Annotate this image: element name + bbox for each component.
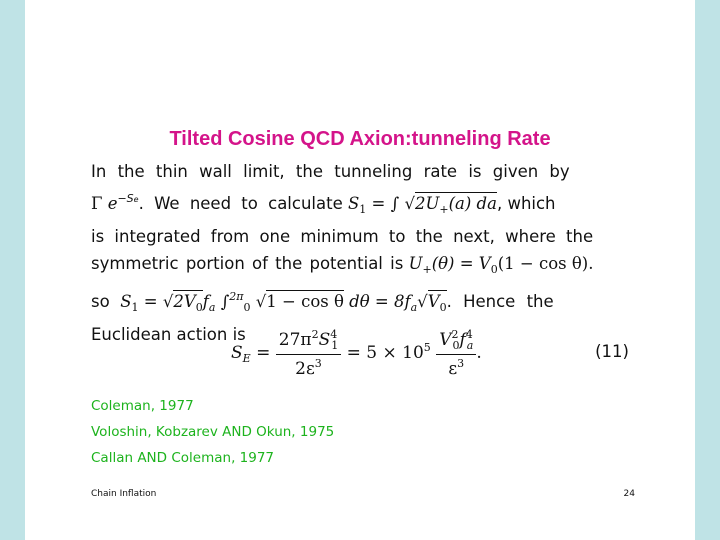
reference-item: Voloshin, Kobzarev AND Okun, 1975: [91, 424, 335, 440]
sqrt-symbol: = √: [138, 292, 174, 311]
eq-lhs-sub: E: [242, 352, 251, 365]
equation-content: [231, 328, 482, 379]
sqrt-body: $2U_+(a)$ da: [414, 194, 497, 216]
reference-item: Coleman, 1977: [91, 398, 194, 414]
text-segment: symmetric portion of the potential is: [91, 254, 404, 273]
lower-limit: 0: [243, 301, 251, 314]
sub-1: 1: [359, 203, 367, 216]
reference-item: Callan AND Coleman, 1977: [91, 450, 275, 466]
fraction-1-denominator: $2\varepsilon^3$: [295, 357, 322, 379]
slide-title: Tilted Cosine QCD Axion:tunneling Rate: [169, 128, 551, 150]
sub-a: a: [410, 301, 418, 314]
body-line-4: [91, 250, 629, 283]
fraction-1-numerator: $27\pi^2S^4_1$: [276, 328, 341, 355]
sqrt-body: $V_0$: [427, 292, 447, 314]
equation-number: (11): [595, 342, 629, 361]
eq-exponent: 5: [423, 341, 431, 354]
integral-sqrt: = ∫ √: [366, 194, 415, 213]
footer-title: Chain Inflation: [91, 489, 157, 499]
display-equation: [91, 320, 629, 390]
body-line-1: In the thin wall limit, the tunneling rate is given by: [91, 162, 570, 181]
math-S: S: [347, 194, 360, 213]
sub-plus: +: [422, 263, 432, 276]
eq-equals: =: [250, 343, 276, 363]
math-U: U: [408, 254, 423, 273]
sub-1: 1: [131, 301, 139, 314]
sqrt-body: 1 − cos θ: [266, 292, 344, 311]
math-f: f: [202, 292, 209, 311]
body-line-3: is integrated from one minimum to the next, where the: [91, 227, 594, 246]
body-line-2: [91, 185, 629, 223]
body-line-6: Euclidean action is: [91, 325, 246, 344]
text-segment: . Hence the: [446, 292, 554, 311]
fraction-2-numerator: $V^2_0f^4_a$: [436, 328, 476, 355]
body-line-5: [91, 283, 629, 321]
math-segment: dθ = 8f: [343, 292, 411, 311]
sqrt-symbol: √: [417, 292, 428, 311]
text-segment: . We need to calculate: [138, 194, 343, 213]
upper-limit: 2π: [229, 290, 244, 303]
text-segment: so: [91, 292, 110, 311]
sqrt-symbol: √: [250, 292, 267, 311]
fraction-2: [436, 328, 476, 379]
text-segment: , which: [496, 194, 556, 213]
eq-equals-coefficient: = 5 × 10: [346, 343, 424, 363]
sub-0: 0: [490, 263, 498, 276]
exp-power: −Se: [117, 192, 139, 205]
eq-lhs: S: [231, 343, 243, 363]
eq-period: .: [476, 343, 482, 363]
integral-symbol: ∫: [215, 292, 230, 311]
sub-a: a: [208, 301, 216, 314]
math-segment: (θ) = V: [431, 254, 491, 273]
exp-base: e: [107, 194, 118, 213]
math-segment: (1 − cos θ).: [497, 254, 594, 273]
slide-page: [25, 0, 695, 540]
math-S: S: [120, 292, 132, 311]
page-number: 24: [623, 489, 635, 499]
references-list: [91, 393, 334, 471]
fraction-1: [276, 328, 341, 379]
fraction-2-denominator: $\varepsilon^3$: [448, 357, 465, 379]
sqrt-body: $2V_0$: [173, 292, 203, 314]
gamma-symbol: Γ: [91, 194, 103, 213]
